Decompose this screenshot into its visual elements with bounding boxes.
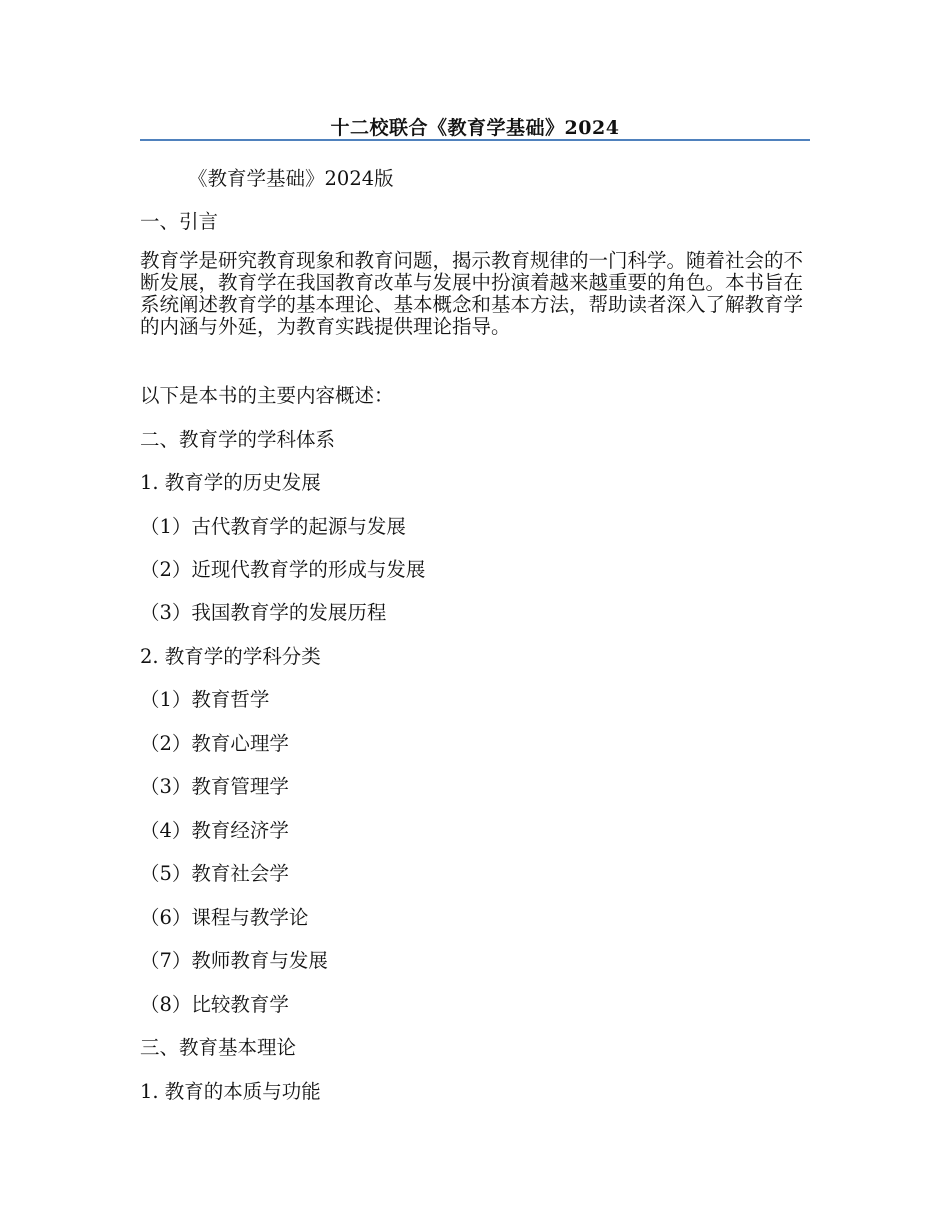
subtitle: 《教育学基础》2024版 <box>188 167 394 190</box>
section-heading-theory: 三、教育基本理论 <box>140 1036 297 1059</box>
list-item: （3）教育管理学 <box>140 775 289 798</box>
intro-paragraph: 教育学是研究教育现象和教育问题，揭示教育规律的一门科学。随着社会的不断发展，教育学在我国教育改革与发展中扮演着越来越重要的角色。本书旨在系统阐述教育学的基本理论、基本概念和基本方法，帮助读者深入了解教育学的内涵与外延，为教育实践提供理论指导。 <box>140 249 804 338</box>
subheading-essence: 1. 教育的本质与功能 <box>140 1080 321 1103</box>
list-item: （6）课程与教学论 <box>140 906 309 929</box>
section-heading-intro: 一、引言 <box>140 210 219 233</box>
list-item: （7）教师教育与发展 <box>140 949 328 972</box>
section-heading-discipline: 二、教育学的学科体系 <box>140 428 336 451</box>
list-item: （3）我国教育学的发展历程 <box>140 601 387 624</box>
document-title: 十二校联合《教育学基础》2024 <box>330 117 620 139</box>
list-item: （2）近现代教育学的形成与发展 <box>140 558 426 581</box>
list-item: （5）教育社会学 <box>140 862 289 885</box>
list-item: （8）比较教育学 <box>140 993 289 1016</box>
list-item: （4）教育经济学 <box>140 819 289 842</box>
subheading-history: 1. 教育学的历史发展 <box>140 471 321 494</box>
overview-line: 以下是本书的主要内容概述： <box>140 384 394 407</box>
list-item: （1）教育哲学 <box>140 688 270 711</box>
subheading-classification: 2. 教育学的学科分类 <box>140 645 321 668</box>
list-item: （2）教育心理学 <box>140 732 289 755</box>
list-item: （1）古代教育学的起源与发展 <box>140 515 406 538</box>
title-underline <box>140 139 810 141</box>
